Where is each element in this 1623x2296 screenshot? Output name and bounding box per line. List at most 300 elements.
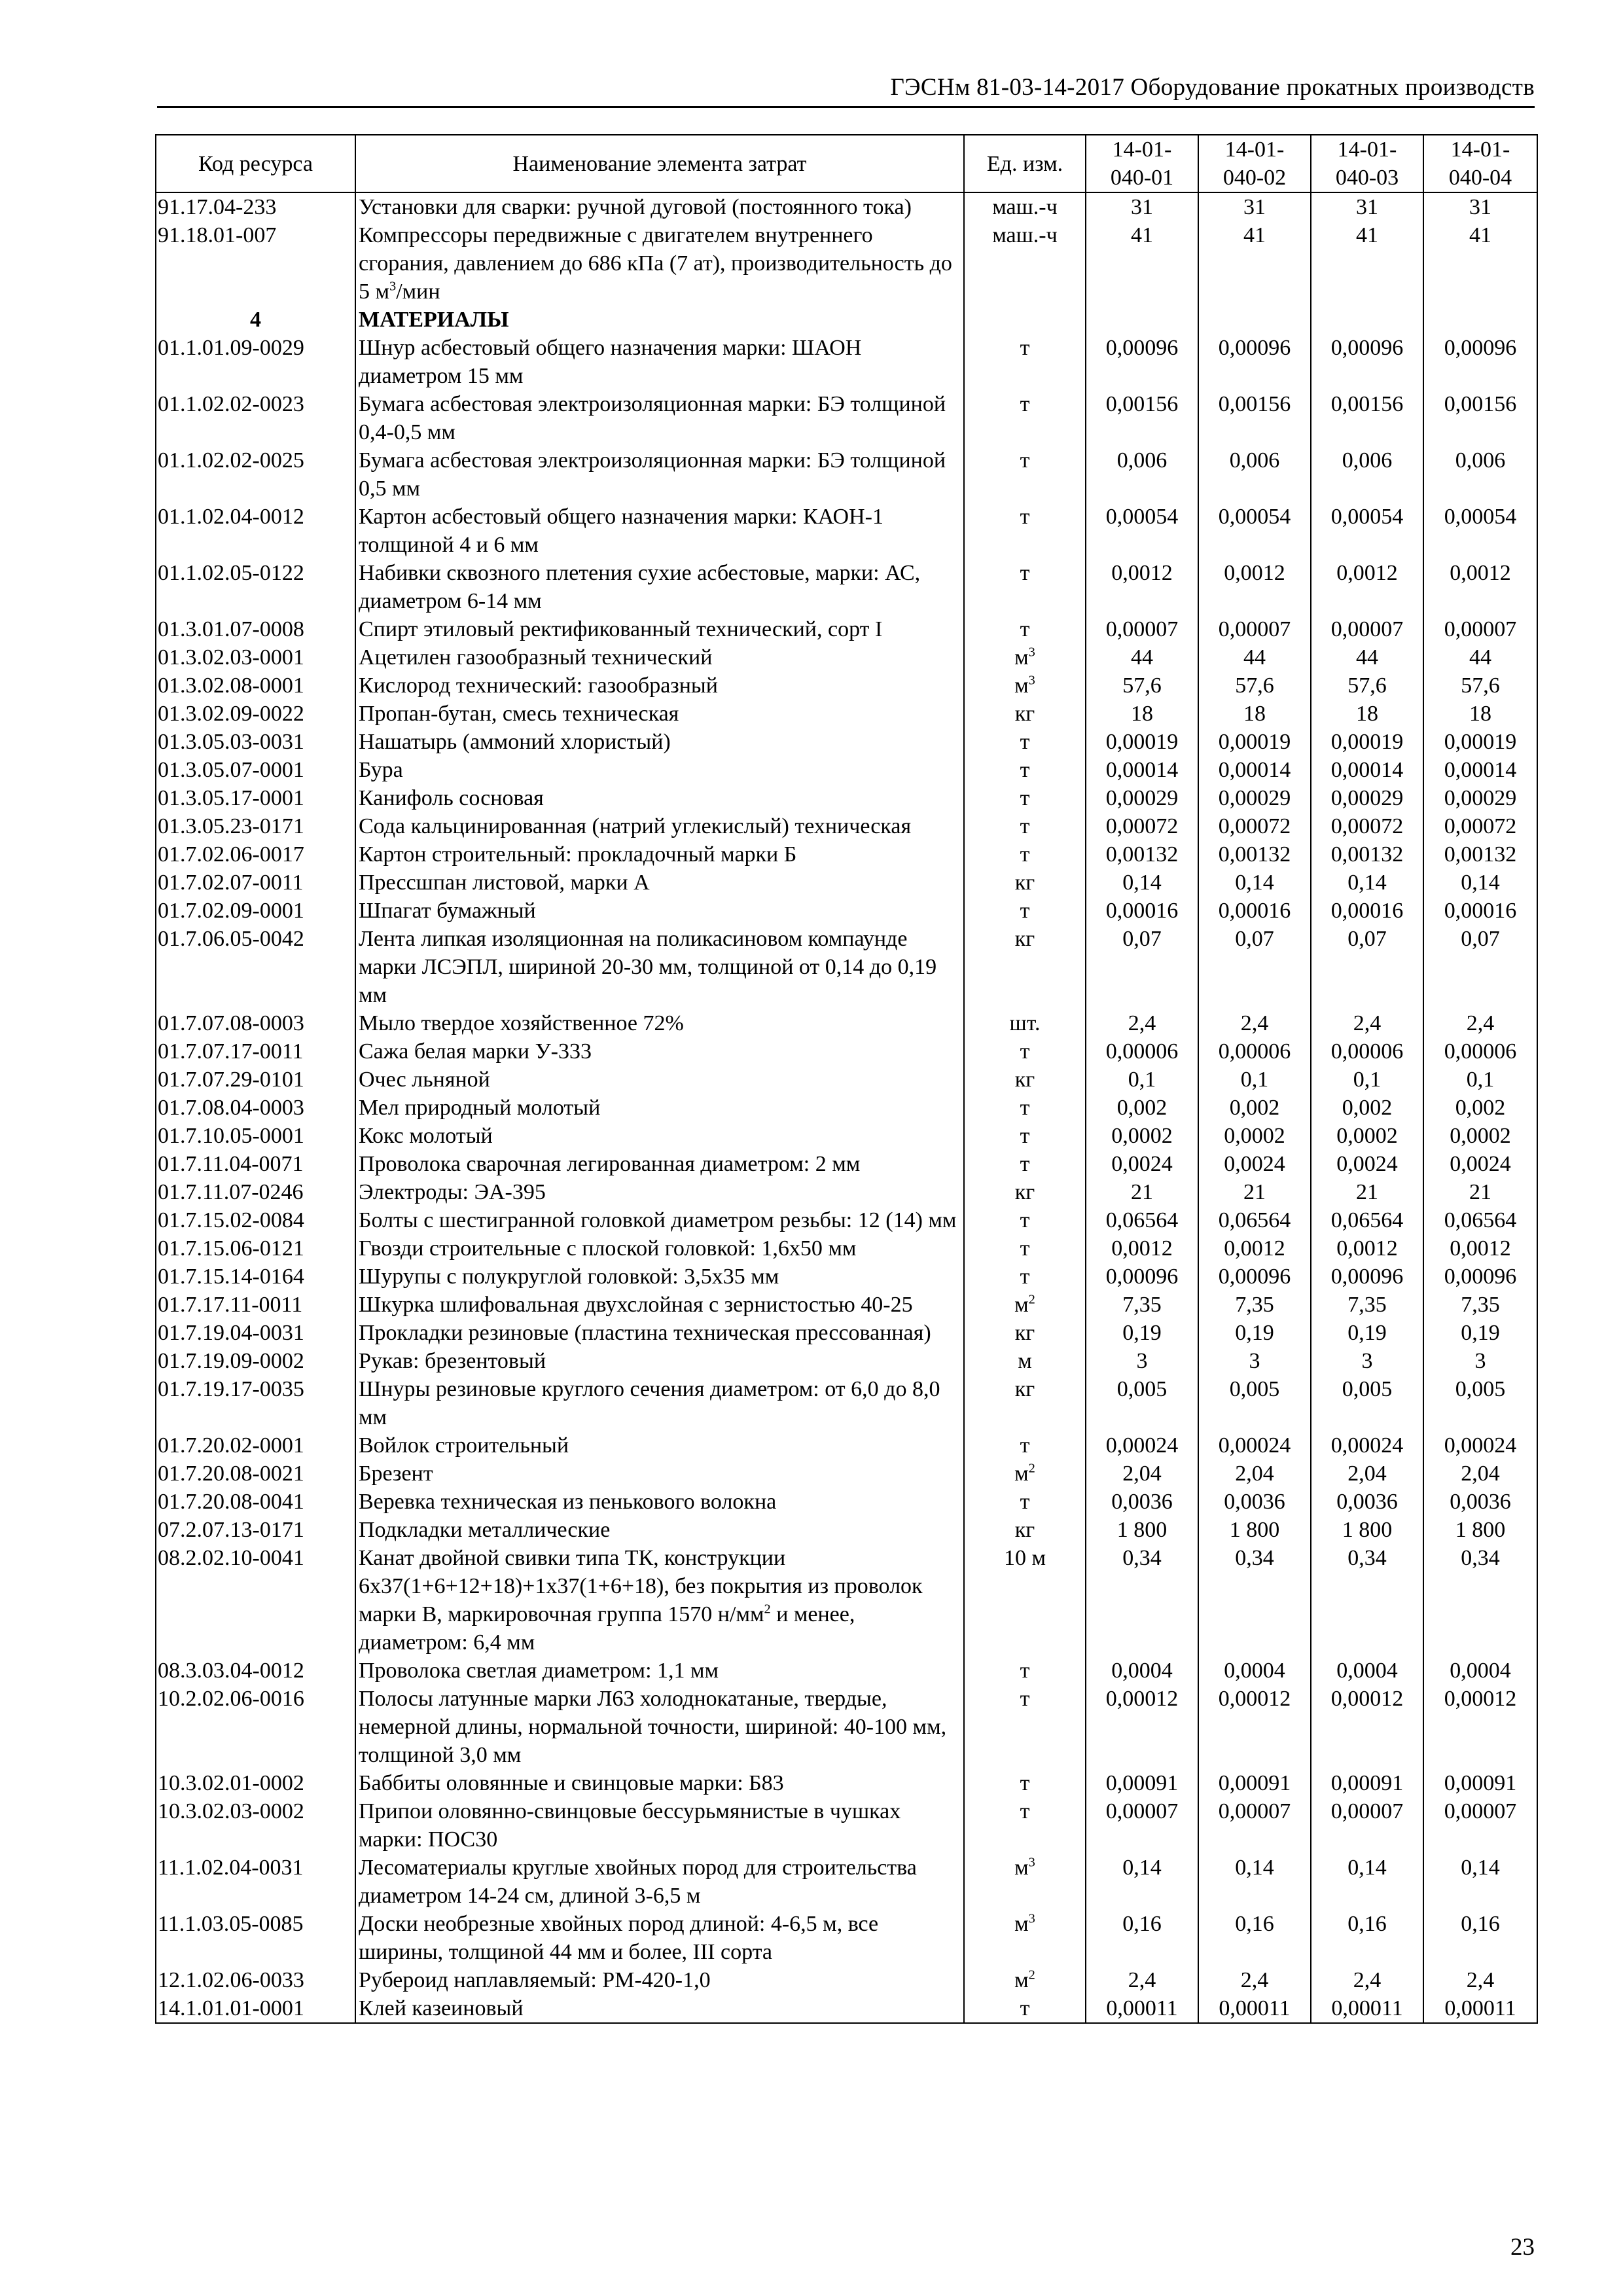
resource-code: 01.7.06.05-0042: [156, 925, 355, 1009]
norm-value: 0,34: [1311, 1544, 1423, 1657]
resource-code: 01.7.20.08-0021: [156, 1460, 355, 1488]
norm-value: 0,14: [1311, 1854, 1423, 1910]
norm-value: 0,19: [1423, 1319, 1537, 1347]
unit-of-measure: $м^3$: [964, 1910, 1086, 1966]
norm-value: 0,14: [1198, 869, 1311, 897]
norm-value: 0,00091: [1086, 1769, 1198, 1797]
norm-value: 0,07: [1423, 925, 1537, 1009]
norm-value: 0,06564: [1198, 1206, 1311, 1234]
resource-name: Лента липкая изоляционная на поликасиновом компаунде марки ЛСЭПЛ, шириной 20-30 мм, толщиной от 0,14 до 0,19 мм: [355, 925, 964, 1009]
resource-name: Установки для сварки: ручной дуговой (постоянного тока): [355, 192, 964, 221]
norm-value: 0,00024: [1311, 1431, 1423, 1460]
norm-value: 41: [1198, 221, 1311, 306]
table-row: [156, 643, 1537, 672]
norm-value: 0,00011: [1423, 1994, 1537, 2023]
table-row: [156, 1769, 1537, 1797]
norm-value: 0,00011: [1086, 1994, 1198, 2023]
unit-of-measure: кг: [964, 1178, 1086, 1206]
norm-value: 0,00007: [1198, 1797, 1311, 1854]
norm-value: 0,006: [1311, 446, 1423, 503]
resource-code: 11.1.02.04-0031: [156, 1854, 355, 1910]
norm-value: 41: [1423, 221, 1537, 306]
norm-value: 0,00016: [1086, 897, 1198, 925]
norm-value: 0,00156: [1198, 390, 1311, 446]
table-row: [156, 1657, 1537, 1685]
resource-name: Бумага асбестовая электроизоляционная марки: БЭ толщиной 0,5 мм: [355, 446, 964, 503]
table-row: [156, 1037, 1537, 1066]
resource-name: Сода кальцинированная (натрий углекислый) техническая: [355, 812, 964, 840]
table-row: [156, 1094, 1537, 1122]
table-row: [156, 1150, 1537, 1178]
norm-value: 0,14: [1423, 869, 1537, 897]
norm-value: 7,35: [1423, 1291, 1537, 1319]
unit-of-measure: т: [964, 615, 1086, 643]
norm-value: 0,002: [1198, 1094, 1311, 1122]
resource-name: Брезент: [355, 1460, 964, 1488]
norm-value: 0,1: [1311, 1066, 1423, 1094]
norm-value: 0,00156: [1086, 390, 1198, 446]
unit-of-measure: т: [964, 840, 1086, 869]
unit-of-measure: т: [964, 1037, 1086, 1066]
resource-name: Проволока сварочная легированная диаметром: 2 мм: [355, 1150, 964, 1178]
resource-name: Шнур асбестовый общего назначения марки: ШАОН диаметром 15 мм: [355, 334, 964, 390]
norm-value: 21: [1423, 1178, 1537, 1206]
unit-of-measure: т: [964, 1263, 1086, 1291]
resource-code: 01.7.20.08-0041: [156, 1488, 355, 1516]
header-divider: [157, 106, 1535, 108]
norm-value: 0,00156: [1311, 390, 1423, 446]
norm-value: 31: [1086, 192, 1198, 221]
norm-value: 41: [1311, 221, 1423, 306]
table-row: [156, 615, 1537, 643]
norm-value: 0,00132: [1311, 840, 1423, 869]
resource-code: 07.2.07.13-0171: [156, 1516, 355, 1544]
unit-of-measure: т: [964, 1488, 1086, 1516]
table-body: [156, 192, 1537, 2023]
norm-value: 0,0002: [1198, 1122, 1311, 1150]
resource-code: 01.7.15.02-0084: [156, 1206, 355, 1234]
norm-value: 0,0012: [1198, 559, 1311, 615]
resource-code: 01.7.19.09-0002: [156, 1347, 355, 1375]
resource-name: Гвозди строительные с плоской головкой: 1,6x50 мм: [355, 1234, 964, 1263]
resource-code: 01.3.05.17-0001: [156, 784, 355, 812]
norm-value: 0,19: [1198, 1319, 1311, 1347]
unit-of-measure: т: [964, 1657, 1086, 1685]
norm-value: 7,35: [1198, 1291, 1311, 1319]
norm-value: 2,4: [1198, 1966, 1311, 1994]
resource-name: Канат двойной свивки типа ТК, конструкции 6x37(1+6+12+18)+1x37(1+6+18), без покрытия из проволок марки В, маркировочная группа 1570 $н/мм^2$ и менее, диаметром: 6,4 мм: [355, 1544, 964, 1657]
norm-value: 0,00024: [1423, 1431, 1537, 1460]
resource-name: Рукав: брезентовый: [355, 1347, 964, 1375]
norm-value: 0,0024: [1311, 1150, 1423, 1178]
resource-code: 91.18.01-007: [156, 221, 355, 306]
unit-of-measure: т: [964, 1150, 1086, 1178]
resource-code: 01.7.07.29-0101: [156, 1066, 355, 1094]
resource-code: 01.7.19.04-0031: [156, 1319, 355, 1347]
norm-value: 0,00012: [1423, 1685, 1537, 1769]
norm-value: 0,0012: [1423, 559, 1537, 615]
norm-value: 2,4: [1198, 1009, 1311, 1037]
norm-value: 0,00096: [1086, 1263, 1198, 1291]
table-row: [156, 1910, 1537, 1966]
norm-value: 0,14: [1311, 869, 1423, 897]
resource-code: 01.7.02.07-0011: [156, 869, 355, 897]
norm-value: [1311, 306, 1423, 334]
norm-value: 0,14: [1086, 1854, 1198, 1910]
norm-value: 0,00024: [1198, 1431, 1311, 1460]
table-row: [156, 1375, 1537, 1431]
norm-value: [1198, 306, 1311, 334]
norm-value: 0,0002: [1086, 1122, 1198, 1150]
norm-value: 0,00029: [1311, 784, 1423, 812]
norm-value: 0,0024: [1086, 1150, 1198, 1178]
norm-value: 57,6: [1423, 672, 1537, 700]
unit-of-measure: $м^2$: [964, 1291, 1086, 1319]
resource-code: 01.7.15.06-0121: [156, 1234, 355, 1263]
resource-code: 01.7.15.14-0164: [156, 1263, 355, 1291]
resource-code: 01.7.19.17-0035: [156, 1375, 355, 1431]
unit-of-measure: т: [964, 334, 1086, 390]
resource-name: Мел природный молотый: [355, 1094, 964, 1122]
norm-value: 0,00029: [1198, 784, 1311, 812]
table-row: [156, 334, 1537, 390]
resource-code: 01.3.02.09-0022: [156, 700, 355, 728]
resource-code: 01.7.08.04-0003: [156, 1094, 355, 1122]
norm-value: 2,4: [1086, 1009, 1198, 1037]
norm-value: 0,16: [1198, 1910, 1311, 1966]
resource-code: 01.7.10.05-0001: [156, 1122, 355, 1150]
column-header: Ед. изм.: [964, 135, 1086, 192]
norm-value: 0,1: [1198, 1066, 1311, 1094]
norm-value: 0,00091: [1198, 1769, 1311, 1797]
norm-value: 0,0004: [1423, 1657, 1537, 1685]
norm-value: 0,00096: [1311, 334, 1423, 390]
norm-value: 0,00072: [1423, 812, 1537, 840]
unit-of-measure: $м^3$: [964, 672, 1086, 700]
table-row: [156, 1966, 1537, 1994]
table-row: [156, 672, 1537, 700]
resource-name: Электроды: ЭА-395: [355, 1178, 964, 1206]
resource-name: Прокладки резиновые (пластина техническая прессованная): [355, 1319, 964, 1347]
resource-code: 10.2.02.06-0016: [156, 1685, 355, 1769]
section-row: [156, 306, 1537, 334]
unit-of-measure: м: [964, 1347, 1086, 1375]
table-row: [156, 897, 1537, 925]
norm-value: 0,0012: [1198, 1234, 1311, 1263]
table-row: [156, 1994, 1537, 2023]
resource-name: Ацетилен газообразный технический: [355, 643, 964, 672]
norm-value: 0,00096: [1311, 1263, 1423, 1291]
norm-value: 18: [1423, 700, 1537, 728]
norm-value: 0,00012: [1086, 1685, 1198, 1769]
unit-of-measure: $м^3$: [964, 1854, 1086, 1910]
resource-code: 10.3.02.03-0002: [156, 1797, 355, 1854]
table-row: [156, 1066, 1537, 1094]
resource-name: Шкурка шлифовальная двухслойная с зернистостью 40-25: [355, 1291, 964, 1319]
norm-value: 31: [1423, 192, 1537, 221]
norm-value: 0,00012: [1198, 1685, 1311, 1769]
norm-value: 1 800: [1423, 1516, 1537, 1544]
norm-value: 0,00132: [1198, 840, 1311, 869]
norm-value: 0,00006: [1086, 1037, 1198, 1066]
resource-code: 91.17.04-233: [156, 192, 355, 221]
norm-value: 0,0002: [1423, 1122, 1537, 1150]
resource-code: 01.3.02.03-0001: [156, 643, 355, 672]
resource-code: 01.1.01.09-0029: [156, 334, 355, 390]
resource-code: 01.7.07.08-0003: [156, 1009, 355, 1037]
unit-of-measure: кг: [964, 1516, 1086, 1544]
page-number: 23: [1510, 2234, 1535, 2261]
table-row: [156, 1319, 1537, 1347]
resource-code: 08.2.02.10-0041: [156, 1544, 355, 1657]
unit-of-measure: т: [964, 1797, 1086, 1854]
norm-value: 0,00016: [1198, 897, 1311, 925]
resource-name: Канифоль сосновая: [355, 784, 964, 812]
norm-value: 0,00014: [1086, 756, 1198, 784]
unit-of-measure: т: [964, 1234, 1086, 1263]
norm-value: 0,005: [1311, 1375, 1423, 1431]
unit-of-measure: т: [964, 559, 1086, 615]
norm-value: 0,0036: [1198, 1488, 1311, 1516]
resource-code: 01.1.02.02-0025: [156, 446, 355, 503]
norm-value: 0,19: [1086, 1319, 1198, 1347]
table-row: [156, 1263, 1537, 1291]
resource-name: Проволока светлая диаметром: 1,1 мм: [355, 1657, 964, 1685]
norm-value: 0,00016: [1311, 897, 1423, 925]
norm-value: 0,0036: [1311, 1488, 1423, 1516]
unit-of-measure: кг: [964, 1319, 1086, 1347]
norm-value: 44: [1311, 643, 1423, 672]
norm-value: 0,16: [1423, 1910, 1537, 1966]
norm-value: 0,00054: [1423, 503, 1537, 559]
table-row: [156, 559, 1537, 615]
norm-value: 57,6: [1086, 672, 1198, 700]
unit-of-measure: кг: [964, 925, 1086, 1009]
resource-code: 01.1.02.02-0023: [156, 390, 355, 446]
table-header-row: [156, 135, 1537, 192]
resource-name: Войлок строительный: [355, 1431, 964, 1460]
norm-value: 0,07: [1311, 925, 1423, 1009]
norm-value: 0,002: [1423, 1094, 1537, 1122]
norm-value: 0,0012: [1311, 1234, 1423, 1263]
resource-name: Болты с шестигранной головкой диаметром резьбы: 12 (14) мм: [355, 1206, 964, 1234]
norm-value: 0,00011: [1198, 1994, 1311, 2023]
resource-code: 14.1.01.01-0001: [156, 1994, 355, 2023]
table-row: [156, 1347, 1537, 1375]
resource-code: 01.7.17.11-0011: [156, 1291, 355, 1319]
norm-value: 0,16: [1086, 1910, 1198, 1966]
unit-of-measure: т: [964, 1206, 1086, 1234]
table-row: [156, 1685, 1537, 1769]
norm-value: 21: [1311, 1178, 1423, 1206]
column-header: 14-01- 040-02: [1198, 135, 1311, 192]
norm-value: 0,00007: [1086, 615, 1198, 643]
norm-value: 0,00054: [1198, 503, 1311, 559]
column-header: 14-01- 040-01: [1086, 135, 1198, 192]
table-row: [156, 1544, 1537, 1657]
document-title: ГЭСНм 81-03-14-2017 Оборудование прокатных производств: [890, 74, 1535, 101]
table-row: [156, 869, 1537, 897]
norm-value: 0,00132: [1086, 840, 1198, 869]
resource-name: Очес льняной: [355, 1066, 964, 1094]
resource-code: 01.7.02.09-0001: [156, 897, 355, 925]
table-row: [156, 756, 1537, 784]
resource-name: Картон асбестовый общего назначения марки: КАОН-1 толщиной 4 и 6 мм: [355, 503, 964, 559]
resource-name: Шурупы с полукруглой головкой: 3,5x35 мм: [355, 1263, 964, 1291]
unit-of-measure: т: [964, 812, 1086, 840]
norm-value: [1086, 306, 1198, 334]
norm-value: 31: [1311, 192, 1423, 221]
table-row: [156, 1431, 1537, 1460]
norm-value: 2,4: [1086, 1966, 1198, 1994]
table-row: [156, 840, 1537, 869]
norm-value: 0,00006: [1198, 1037, 1311, 1066]
norm-value: 0,0012: [1086, 559, 1198, 615]
unit-of-measure: шт.: [964, 1009, 1086, 1037]
norm-value: 0,06564: [1086, 1206, 1198, 1234]
norm-value: 0,00072: [1198, 812, 1311, 840]
resource-code: 01.3.01.07-0008: [156, 615, 355, 643]
resource-name: Веревка техническая из пенькового волокна: [355, 1488, 964, 1516]
norm-value: 0,06564: [1423, 1206, 1537, 1234]
resource-code: 08.3.03.04-0012: [156, 1657, 355, 1685]
resource-name: Спирт этиловый ректификованный технический, сорт I: [355, 615, 964, 643]
unit-of-measure: кг: [964, 1375, 1086, 1431]
unit-of-measure: [964, 306, 1086, 334]
norm-value: 0,00006: [1423, 1037, 1537, 1066]
resource-name: Компрессоры передвижные с двигателем внутреннего сгорания, давлением до 686 кПа (7 ат), производительность до 5 $м^3$/мин: [355, 221, 964, 306]
norm-value: 0,19: [1311, 1319, 1423, 1347]
norm-value: 0,00019: [1086, 728, 1198, 756]
resource-name: Припои оловянно-свинцовые бессурьмянистые в чушках марки: ПОС30: [355, 1797, 964, 1854]
norm-value: 0,00096: [1086, 334, 1198, 390]
table-row: [156, 1797, 1537, 1854]
norm-value: 0,34: [1086, 1544, 1198, 1657]
resource-name: Лесоматериалы круглые хвойных пород для строительства диаметром 14-24 см, длиной 3-6,5 м: [355, 1854, 964, 1910]
unit-of-measure: т: [964, 1122, 1086, 1150]
norm-value: 0,34: [1198, 1544, 1311, 1657]
norm-value: 41: [1086, 221, 1198, 306]
norm-value: 0,00011: [1311, 1994, 1423, 2023]
norm-value: 18: [1086, 700, 1198, 728]
norm-value: 0,00072: [1086, 812, 1198, 840]
column-header: 14-01- 040-04: [1423, 135, 1537, 192]
resource-name: Мыло твердое хозяйственное 72%: [355, 1009, 964, 1037]
norm-value: 0,06564: [1311, 1206, 1423, 1234]
resource-name: Шнуры резиновые круглого сечения диаметром: от 6,0 до 8,0 мм: [355, 1375, 964, 1431]
table-row: [156, 700, 1537, 728]
norm-value: 0,00007: [1198, 615, 1311, 643]
norm-value: 0,00029: [1423, 784, 1537, 812]
table-row: [156, 446, 1537, 503]
norm-value: 0,00072: [1311, 812, 1423, 840]
table-row: [156, 1516, 1537, 1544]
resource-name: Кислород технический: газообразный: [355, 672, 964, 700]
norm-value: 0,00014: [1198, 756, 1311, 784]
table-row: [156, 1122, 1537, 1150]
resource-code: 01.3.05.23-0171: [156, 812, 355, 840]
norm-value: 44: [1086, 643, 1198, 672]
norm-value: 2,04: [1086, 1460, 1198, 1488]
norm-value: 0,005: [1086, 1375, 1198, 1431]
norm-value: 0,1: [1423, 1066, 1537, 1094]
norm-value: 0,0012: [1311, 559, 1423, 615]
norm-value: 0,07: [1086, 925, 1198, 1009]
table-row: [156, 1206, 1537, 1234]
unit-of-measure: т: [964, 1994, 1086, 2023]
table-row: [156, 192, 1537, 221]
unit-of-measure: $м^2$: [964, 1966, 1086, 1994]
unit-of-measure: т: [964, 756, 1086, 784]
unit-of-measure: маш.-ч: [964, 221, 1086, 306]
table-row: [156, 390, 1537, 446]
norm-value: 0,00096: [1423, 334, 1537, 390]
resource-name: Подкладки металлические: [355, 1516, 964, 1544]
resource-name: Пропан-бутан, смесь техническая: [355, 700, 964, 728]
unit-of-measure: маш.-ч: [964, 192, 1086, 221]
norm-value: 0,0002: [1311, 1122, 1423, 1150]
norm-value: 18: [1311, 700, 1423, 728]
resource-name: Бумага асбестовая электроизоляционная марки: БЭ толщиной 0,4-0,5 мм: [355, 390, 964, 446]
table-row: [156, 1178, 1537, 1206]
resource-code: 01.3.05.07-0001: [156, 756, 355, 784]
norm-value: [1423, 306, 1537, 334]
norm-value: 0,00007: [1086, 1797, 1198, 1854]
resource-name: Кокс молотый: [355, 1122, 964, 1150]
resource-name: Набивки сквозного плетения сухие асбестовые, марки: АС, диаметром 6-14 мм: [355, 559, 964, 615]
resource-code: 11.1.03.05-0085: [156, 1910, 355, 1966]
norm-value: 0,00156: [1423, 390, 1537, 446]
table-row: [156, 812, 1537, 840]
unit-of-measure: 10 м: [964, 1544, 1086, 1657]
unit-of-measure: т: [964, 446, 1086, 503]
norm-value: 2,4: [1311, 1966, 1423, 1994]
norm-value: 2,04: [1423, 1460, 1537, 1488]
norm-value: 0,002: [1311, 1094, 1423, 1122]
norm-value: 0,00054: [1311, 503, 1423, 559]
norm-value: 0,34: [1423, 1544, 1537, 1657]
resource-name: Сажа белая марки У-333: [355, 1037, 964, 1066]
table-row: [156, 1488, 1537, 1516]
norm-value: 0,005: [1198, 1375, 1311, 1431]
norm-value: 2,04: [1311, 1460, 1423, 1488]
table-row: [156, 784, 1537, 812]
table-row: [156, 728, 1537, 756]
norm-value: 0,0024: [1198, 1150, 1311, 1178]
table-row: [156, 1291, 1537, 1319]
norm-value: 57,6: [1198, 672, 1311, 700]
norm-value: 0,00096: [1423, 1263, 1537, 1291]
norm-value: 2,04: [1198, 1460, 1311, 1488]
norm-value: 2,4: [1423, 1009, 1537, 1037]
norm-value: 0,16: [1311, 1910, 1423, 1966]
table-row: [156, 503, 1537, 559]
resource-name: Нашатырь (аммоний хлористый): [355, 728, 964, 756]
norm-value: 1 800: [1198, 1516, 1311, 1544]
norm-value: 0,00054: [1086, 503, 1198, 559]
norm-value: 0,00029: [1086, 784, 1198, 812]
unit-of-measure: кг: [964, 869, 1086, 897]
norm-value: 0,005: [1423, 1375, 1537, 1431]
unit-of-measure: т: [964, 1094, 1086, 1122]
column-header: 14-01- 040-03: [1311, 135, 1423, 192]
norm-value: 0,00019: [1423, 728, 1537, 756]
section-title: МАТЕРИАЛЫ: [355, 306, 964, 334]
norm-value: 0,0004: [1198, 1657, 1311, 1685]
norm-value: 2,4: [1311, 1009, 1423, 1037]
unit-of-measure: т: [964, 784, 1086, 812]
resource-name: Бура: [355, 756, 964, 784]
